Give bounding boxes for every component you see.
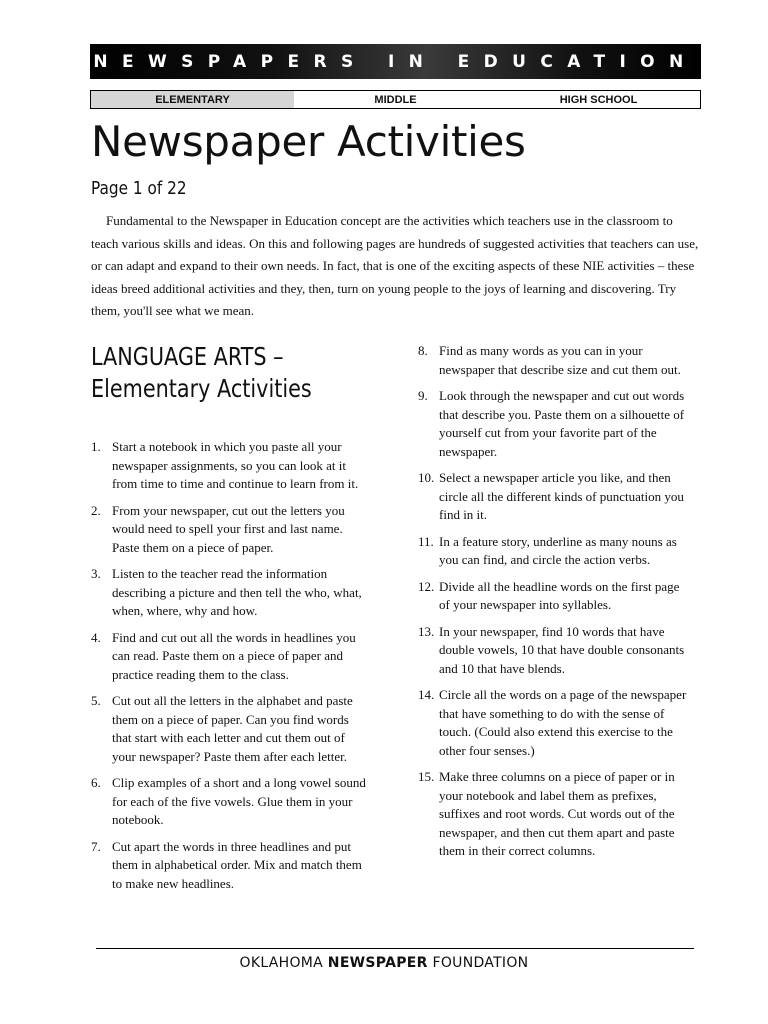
list-item — [91, 438, 366, 494]
item-text: In your newspaper, find 10 words that have double vowels, 10 that have double consonants and 10 that have blends. — [439, 623, 685, 676]
list-item — [91, 774, 366, 830]
activity-list-right — [418, 342, 693, 869]
list-item — [418, 387, 693, 461]
item-number: 9. — [418, 388, 428, 403]
banner-text: NEWSPAPERS IN EDUCATION — [93, 51, 698, 72]
item-text: In a feature story, underline as many nouns as you can find, and circle the action verbs. — [439, 533, 677, 567]
list-item — [91, 502, 366, 558]
grade-level-bar — [90, 90, 701, 109]
item-text: Start a notebook in which you paste all your newspaper assignments, so you can look at it from time to time and continue to learn from it. — [112, 439, 359, 491]
item-text: Clip examples of a short and a long vowel sound for each of the five vowels. Glue them in your notebook. — [112, 775, 366, 827]
list-item — [91, 692, 366, 766]
list-item — [91, 629, 366, 685]
item-text: Look through the newspaper and cut out words that describe you. Paste them on a silhouette of yourself cut from your favorite part of the newspaper. — [439, 388, 685, 459]
item-text: Find and cut out all the words in headlines you can read. Paste them on a piece of paper and practice reading them to the class. — [112, 629, 356, 682]
level-elementary: ELEMENTARY — [91, 91, 294, 108]
list-item — [418, 342, 693, 379]
page-title: Newspaper Activities — [91, 117, 526, 166]
activity-list-left — [91, 438, 366, 901]
list-item — [91, 565, 366, 621]
item-text: Listen to the teacher read the information describing a picture and then tell the who, what, when, where, why and how. — [112, 566, 362, 618]
item-number: 8. — [418, 343, 428, 358]
list-item — [418, 768, 693, 861]
item-number: 6. — [91, 775, 101, 790]
item-number: 3. — [91, 566, 101, 581]
list-item — [91, 838, 366, 894]
item-number: 4. — [91, 629, 101, 645]
item-number: 2. — [91, 502, 101, 518]
level-middle: MIDDLE — [374, 93, 417, 106]
list-item — [418, 469, 693, 525]
footer-divider — [96, 948, 694, 949]
footer — [0, 955, 768, 971]
intro-paragraph: Fundamental to the Newspaper in Education concept are the activities which teachers use in the classroom to teach various skills and ideas. On this and following pages are hundreds of suggested activities that teachers can use, or can adapt and expand to their own needs. In fact, that is one of the exciting aspects of these NIE activities – these ideas breed additional activities and they, then, turn on young people to the joys of learning and discovering. Try them, you'll see what we mean. — [91, 213, 699, 319]
item-number: 11. — [418, 533, 434, 549]
item-text: Cut apart the words in three headlines and put them in alphabetical order. Mix and match them to make new headlines. — [112, 838, 362, 891]
item-number: 7. — [91, 838, 101, 854]
item-number: 15. — [418, 769, 435, 784]
item-text: Divide all the headline words on the first page of your newspaper into syllables. — [439, 578, 680, 612]
item-text: Find as many words as you can in your newspaper that describe size and cut them out. — [439, 343, 681, 377]
footer-text-1: OKLAHOMA — [239, 955, 328, 971]
item-text: Select a newspaper article you like, and then circle all the different kinds of punctuation you find in it. — [439, 470, 684, 522]
section-heading — [91, 341, 357, 405]
header-banner — [90, 44, 701, 79]
item-number: 10. — [418, 470, 435, 485]
item-text: Cut out all the letters in the alphabet and paste them on a piece of paper. Can you find words that start with each letter and cut them out of your newspaper? Paste them after each letter. — [112, 693, 353, 764]
item-text: Make three columns on a piece of paper or in your notebook and label them as prefixes, suffixes and root words. Cut words out of the newspaper, and then cut them apart and paste them in their correct columns. — [439, 769, 675, 858]
list-item — [418, 578, 693, 615]
item-number: 1. — [91, 439, 101, 454]
item-number: 13. — [418, 623, 435, 639]
section-heading-line1: LANGUAGE ARTS – — [91, 342, 284, 371]
item-number: 12. — [418, 578, 435, 594]
list-item — [418, 623, 693, 679]
list-item — [418, 686, 693, 760]
footer-text-3: FOUNDATION — [427, 955, 529, 971]
list-item — [418, 533, 693, 570]
level-high-school: HIGH SCHOOL — [559, 93, 638, 106]
item-text: From your newspaper, cut out the letters you would need to spell your first and last name. Paste them on a piece of paper. — [112, 502, 345, 555]
page-indicator: Page 1 of 22 — [91, 178, 187, 199]
footer-text-2: NEWSPAPER — [327, 955, 428, 971]
item-number: 14. — [418, 687, 435, 702]
item-number: 5. — [91, 693, 101, 708]
item-text: Circle all the words on a page of the newspaper that have something to do with the sense of touch. (Could also extend this exercise to the other four senses.) — [439, 687, 687, 758]
section-heading-line2: Elementary Activities — [91, 374, 312, 403]
